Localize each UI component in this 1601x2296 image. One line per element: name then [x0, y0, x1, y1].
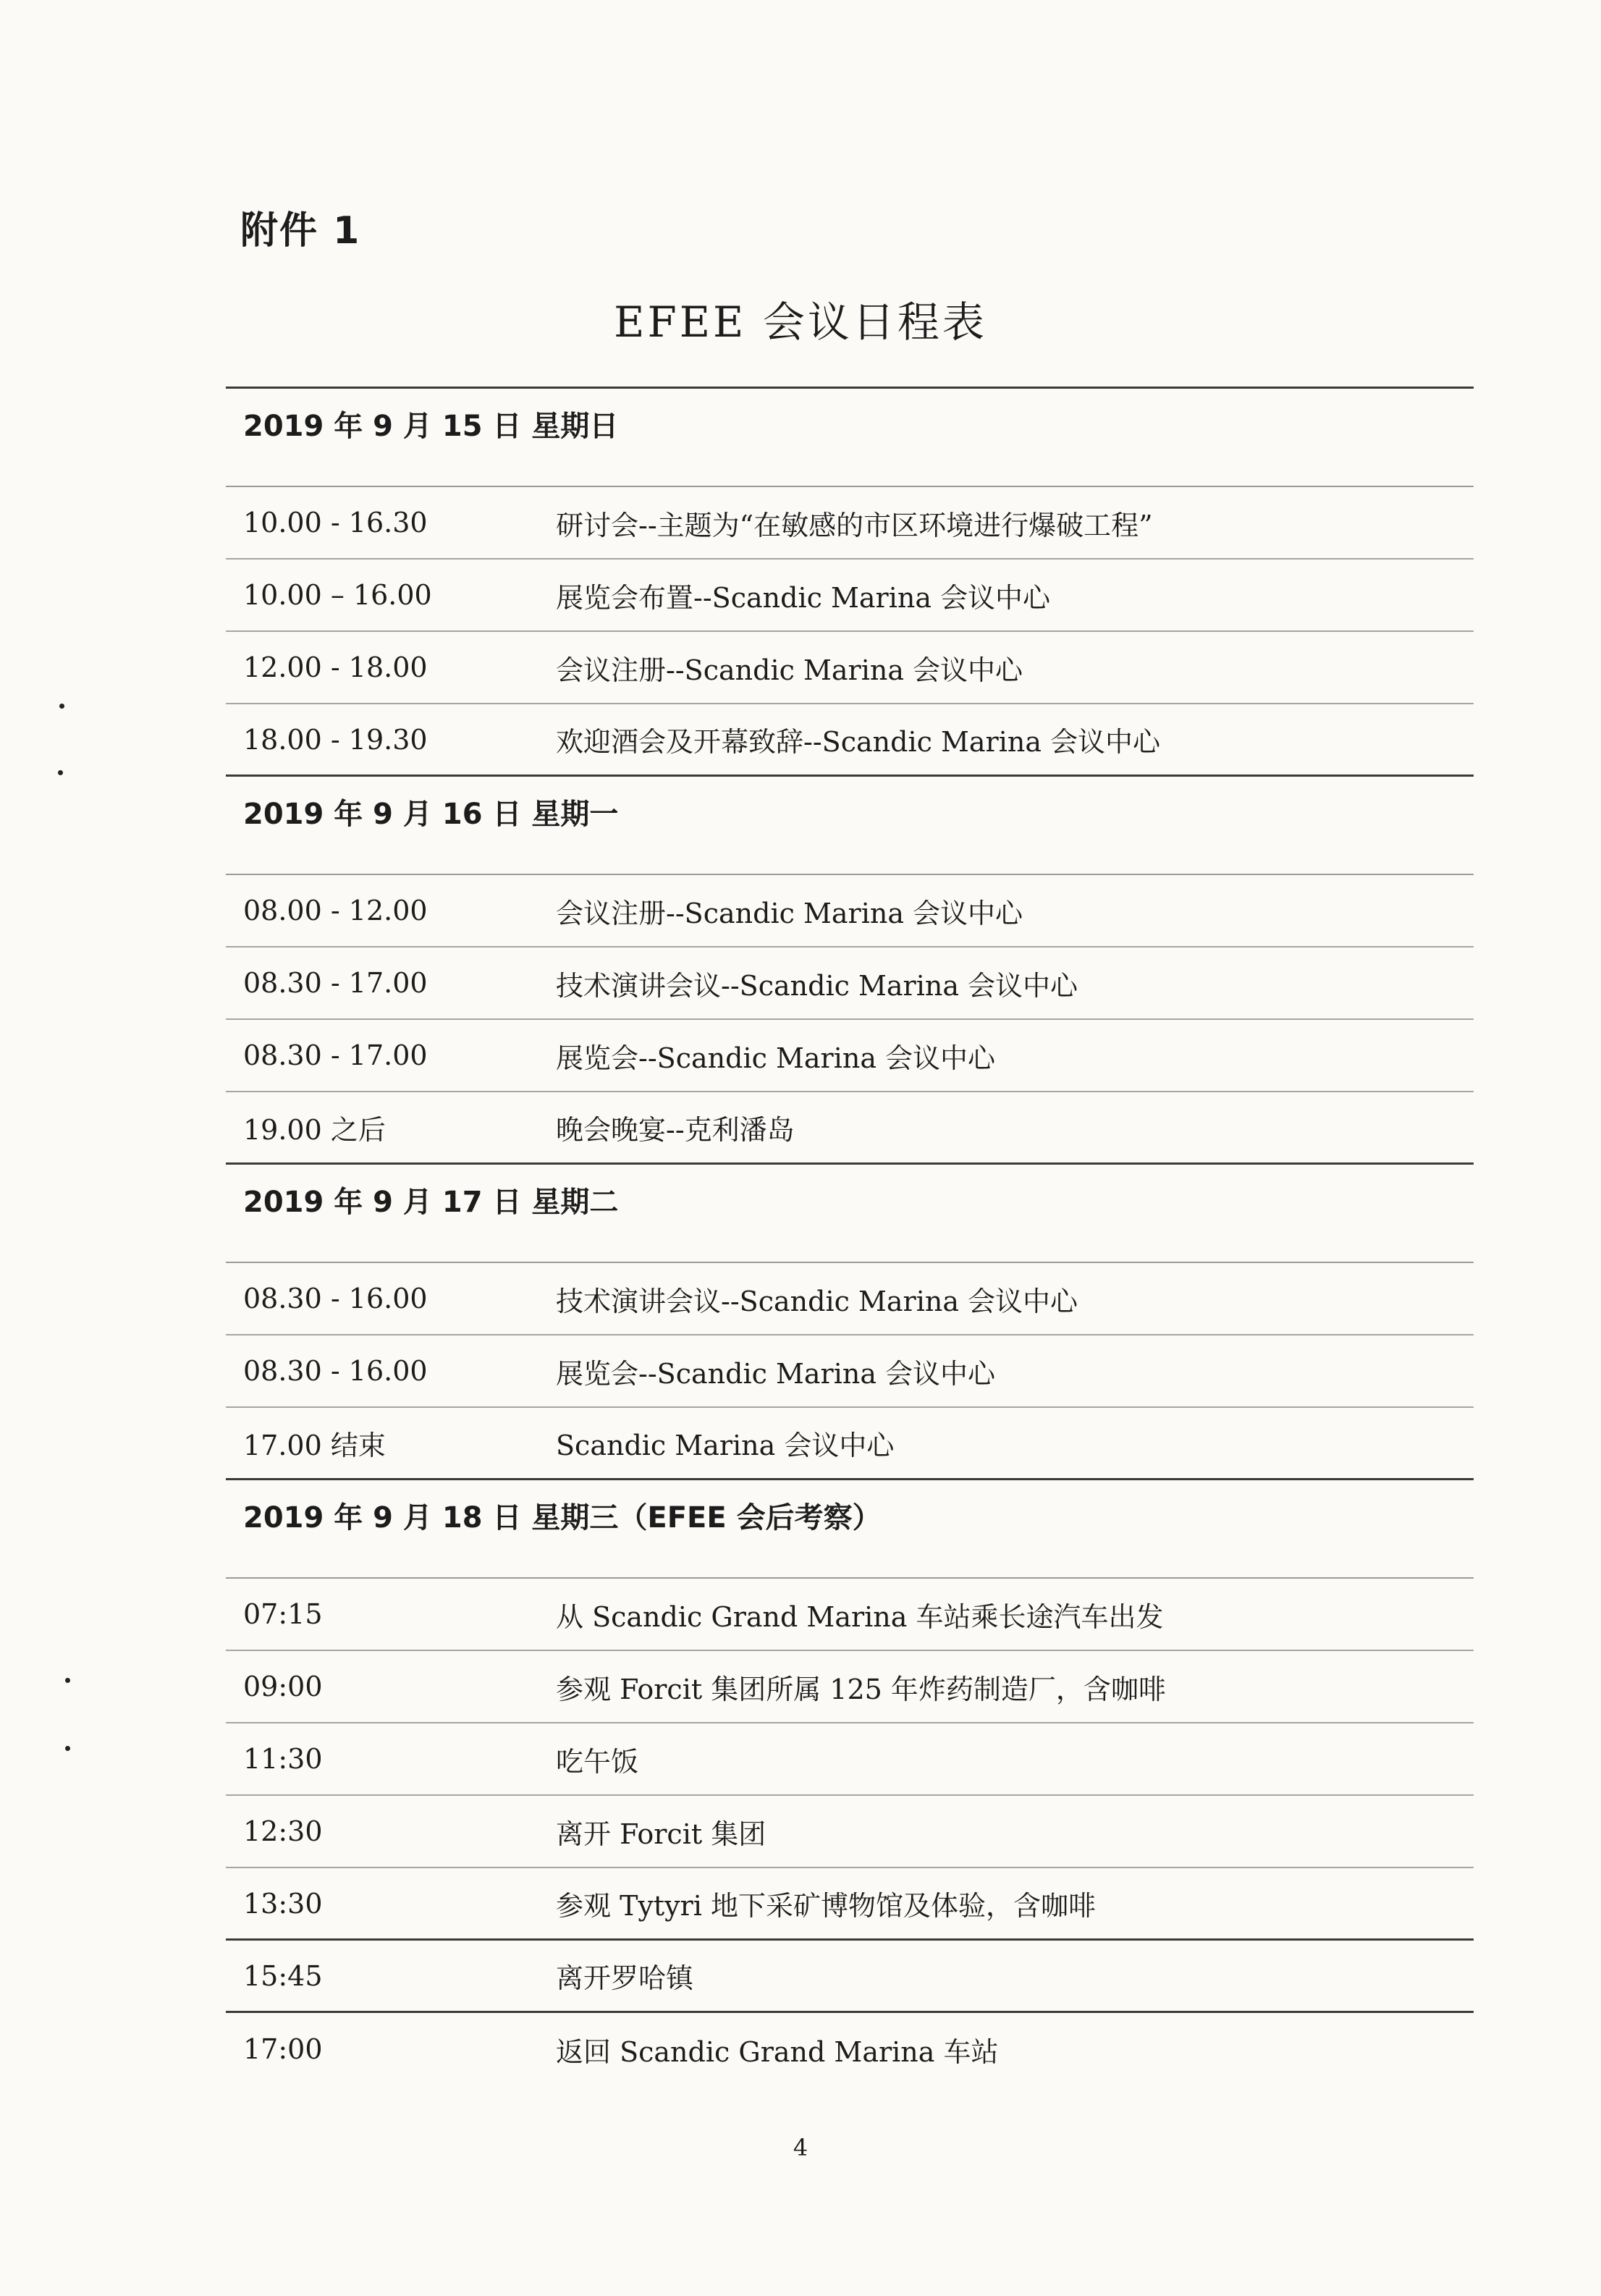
event-time: 11:30 [243, 1743, 323, 1775]
event-time: 18.00 - 19.30 [243, 723, 428, 756]
event-time: 12.00 - 18.00 [243, 651, 428, 683]
event-row [226, 947, 1474, 1020]
event-description: 会议注册--Scandic Marina 会议中心 [556, 654, 1023, 686]
event-description: 参观 Forcit 集团所属 125 年炸药制造厂，含咖啡 [556, 1673, 1166, 1705]
scan-speck [59, 704, 64, 709]
document-title: EFEE 会议日程表 [614, 297, 987, 347]
event-row [226, 1408, 1474, 1480]
attachment-label: 附件 1 [240, 209, 361, 253]
event-description: 从 Scandic Grand Marina 车站乘长途汽车出发 [556, 1600, 1164, 1633]
event-description: 离开罗哈镇 [556, 1962, 694, 1994]
event-description: 会议注册--Scandic Marina 会议中心 [556, 897, 1023, 929]
event-row [226, 1651, 1474, 1723]
event-row [226, 1020, 1474, 1092]
event-time: 08.00 - 12.00 [243, 895, 428, 927]
day-section [226, 1480, 1474, 2085]
event-time: 17:00 [243, 2033, 323, 2065]
event-row [226, 560, 1474, 632]
event-time: 08.30 - 17.00 [243, 967, 428, 999]
event-description: 研讨会--主题为“在敏感的市区环境进行爆破工程” [556, 509, 1153, 541]
event-row [226, 487, 1474, 560]
event-description: 吃午饭 [556, 1745, 639, 1778]
event-description: 技术演讲会议--Scandic Marina 会议中心 [556, 1285, 1078, 1317]
event-description: Scandic Marina 会议中心 [556, 1430, 895, 1461]
event-row [226, 1796, 1474, 1868]
event-description: 欢迎酒会及开幕致辞--Scandic Marina 会议中心 [556, 726, 1161, 758]
event-time: 17.00 结束 [243, 1430, 386, 1461]
event-time: 08.30 - 16.00 [243, 1283, 428, 1314]
event-description: 展览会--Scandic Marina 会议中心 [556, 1042, 996, 1074]
event-time: 19.00 之后 [243, 1114, 386, 1146]
event-row [226, 2013, 1474, 2085]
event-time: 10.00 – 16.00 [243, 579, 432, 611]
event-row [226, 1723, 1474, 1796]
day-section [226, 777, 1474, 1165]
page-number: 4 [793, 2134, 808, 2161]
event-time: 12:30 [243, 1815, 323, 1847]
event-description: 晚会晚宴--克利潘岛 [556, 1114, 795, 1146]
day-header: 2019 年 9 月 15 日 星期日 [226, 389, 1474, 487]
event-description: 展览会布置--Scandic Marina 会议中心 [556, 581, 1051, 614]
event-description: 技术演讲会议--Scandic Marina 会议中心 [556, 969, 1078, 1002]
event-description: 返回 Scandic Grand Marina 车站 [556, 2035, 999, 2068]
event-row [226, 632, 1474, 704]
event-row [226, 704, 1474, 777]
day-header: 2019 年 9 月 16 日 星期一 [226, 777, 1474, 875]
event-description: 展览会--Scandic Marina 会议中心 [556, 1357, 996, 1390]
scan-speck [65, 1678, 70, 1683]
event-row [226, 1868, 1474, 1941]
event-row [226, 1263, 1474, 1335]
event-row [226, 1335, 1474, 1408]
day-header: 2019 年 9 月 18 日 星期三（EFEE 会后考察） [226, 1480, 1474, 1579]
event-time: 13:30 [243, 1887, 323, 1920]
event-row [226, 875, 1474, 947]
event-description: 离开 Forcit 集团 [556, 1818, 766, 1850]
event-time: 10.00 - 16.30 [243, 507, 428, 539]
event-time: 08.30 - 17.00 [243, 1039, 428, 1071]
event-description: 参观 Tytyri 地下采矿博物馆及体验，含咖啡 [556, 1890, 1097, 1922]
scan-speck [58, 770, 63, 775]
scan-speck [65, 1746, 70, 1751]
day-section [226, 389, 1474, 777]
event-time: 15:45 [243, 1959, 323, 1992]
schedule-table [226, 387, 1474, 2085]
event-row [226, 1092, 1474, 1165]
event-time: 07:15 [243, 1598, 323, 1630]
event-row [226, 1941, 1474, 2013]
event-time: 09:00 [243, 1671, 323, 1702]
event-row [226, 1579, 1474, 1651]
event-time: 08.30 - 16.00 [243, 1355, 428, 1387]
day-section [226, 1165, 1474, 1480]
day-header: 2019 年 9 月 17 日 星期二 [226, 1165, 1474, 1263]
